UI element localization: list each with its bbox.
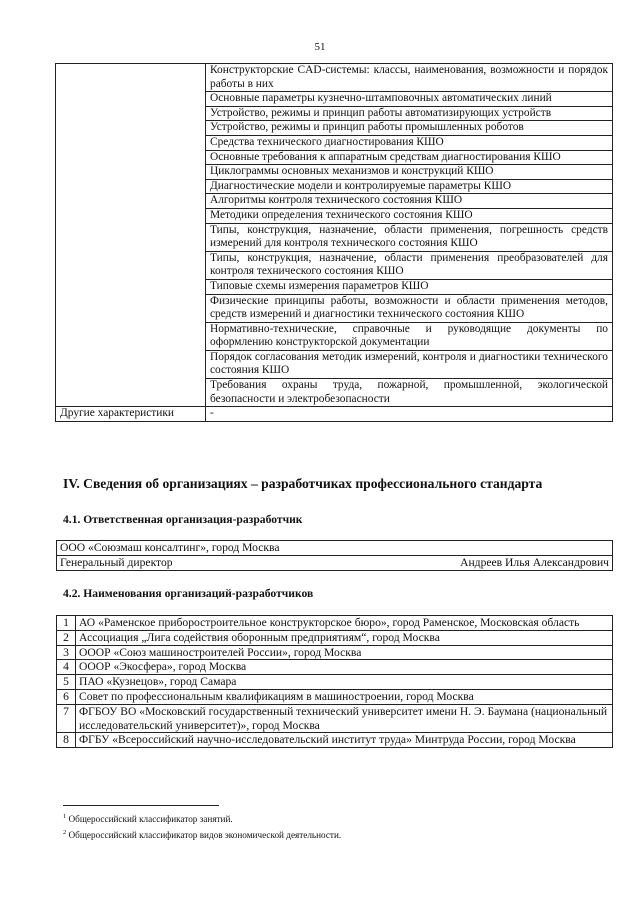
knowledge-item: Конструкторские CAD-системы: классы, наименования, возможности и порядок работы в них [206, 64, 613, 92]
page-number: 51 [314, 41, 326, 53]
knowledge-label-cell [56, 379, 206, 407]
responsible-org-table [56, 540, 613, 571]
developer-org-number: 5 [57, 675, 76, 690]
developer-org-name: ОООР «Союз машиностроителей России», город Москва [76, 645, 613, 660]
other-characteristics-row [56, 407, 613, 422]
knowledge-label-cell [56, 106, 206, 121]
responsible-org-name: ООО «Союзмаш консалтинг», город Москва [57, 541, 613, 556]
footnote-1: $^1$ Общероссийский классификатор занятий. [63, 813, 233, 825]
developer-org-name: АО «Раменское приборостроительное конструкторское бюро», город Раменское, Московская область [76, 616, 613, 631]
knowledge-label-cell [56, 194, 206, 209]
knowledge-item: Методики определения технического состояния КШО [206, 208, 613, 223]
knowledge-label-cell [56, 279, 206, 294]
developer-org-row [57, 733, 613, 748]
developer-org-number: 7 [57, 704, 76, 733]
knowledge-label-cell [56, 179, 206, 194]
section-iv-title: IV. Сведения об организациях – разработчиках профессионального стандарта [63, 476, 543, 491]
knowledge-row [56, 322, 613, 350]
knowledge-item: Устройство, режимы и принцип работы промышленных роботов [206, 121, 613, 136]
knowledge-row [56, 121, 613, 136]
developer-org-row [57, 645, 613, 660]
developer-org-row [57, 660, 613, 675]
developer-org-number: 3 [57, 645, 76, 660]
knowledge-label-cell [56, 223, 206, 251]
developer-org-row [57, 704, 613, 733]
knowledge-item: Нормативно-технические, справочные и руководящие документы по оформлению конструкторской документации [206, 322, 613, 350]
knowledge-item: Типы, конструкция, назначение, области применения, погрешность средств измерений для контроля технического состояния КШО [206, 223, 613, 251]
knowledge-row [56, 279, 613, 294]
knowledge-row [56, 150, 613, 165]
knowledge-row [56, 64, 613, 92]
knowledge-row [56, 251, 613, 279]
knowledge-row [56, 179, 613, 194]
developer-org-number: 8 [57, 733, 76, 748]
knowledge-item: Основные требования к аппаратным средствам диагностирования КШО [206, 150, 613, 165]
knowledge-row [56, 379, 613, 407]
knowledge-row [56, 223, 613, 251]
knowledge-item: Порядок согласования методик измерений, контроля и диагностики технического состояния КШО [206, 350, 613, 378]
knowledge-item: Физические принципы работы, возможности и области применения методов, средств измерений и диагностики технического состояния КШО [206, 294, 613, 322]
developer-org-name: Ассоциация „Лига содействия оборонным предприятиям“, город Москва [76, 630, 613, 645]
knowledge-label-cell [56, 64, 206, 92]
knowledge-label-cell [56, 251, 206, 279]
knowledge-label-cell [56, 350, 206, 378]
knowledge-item: Алгоритмы контроля технического состояния КШО [206, 194, 613, 209]
developer-org-number: 6 [57, 689, 76, 704]
developer-org-name: ОООР «Экосфера», город Москва [76, 660, 613, 675]
knowledge-label-cell [56, 294, 206, 322]
section-41-title: 4.1. Ответственная организация-разработчик [63, 513, 303, 526]
knowledge-label-cell [56, 165, 206, 180]
footnotes [63, 810, 341, 842]
developer-org-row [57, 616, 613, 631]
developer-org-name: ФГБОУ ВО «Московский государственный технический университет имени Н. Э. Баумана (национальный исследовательский университет)», город Москва [76, 704, 613, 733]
other-characteristics-value: - [206, 407, 613, 422]
knowledge-item: Типы, конструкция, назначение, области применения преобразователей для контроля технического состояния КШО [206, 251, 613, 279]
responsible-person: Андреев Илья Александрович [298, 555, 613, 570]
knowledge-label-cell [56, 121, 206, 136]
developer-org-row [57, 689, 613, 704]
developer-orgs-table [56, 615, 613, 748]
other-characteristics-label: Другие характеристики [56, 407, 206, 422]
developer-org-row [57, 630, 613, 645]
section-42-title: 4.2. Наименования организаций-разработчиков [63, 587, 314, 600]
developer-org-name: ПАО «Кузнецов», город Самара [76, 675, 613, 690]
knowledge-row [56, 350, 613, 378]
knowledge-label-cell [56, 150, 206, 165]
developer-org-number: 2 [57, 630, 76, 645]
knowledge-item: Устройство, режимы и принцип работы автоматизирующих устройств [206, 106, 613, 121]
knowledge-label-cell [56, 208, 206, 223]
knowledge-row [56, 194, 613, 209]
footnote-divider [63, 805, 219, 806]
responsible-position: Генеральный директор [57, 555, 298, 570]
knowledge-row [56, 165, 613, 180]
responsible-org-row [57, 541, 613, 556]
responsible-person-row [57, 555, 613, 570]
knowledge-label-cell [56, 135, 206, 150]
developer-org-row [57, 675, 613, 690]
knowledge-label-cell [56, 92, 206, 107]
knowledge-row [56, 135, 613, 150]
knowledge-row [56, 294, 613, 322]
knowledge-item: Основные параметры кузнечно-штамповочных автоматических линий [206, 92, 613, 107]
knowledge-row [56, 106, 613, 121]
knowledge-row [56, 92, 613, 107]
developer-org-number: 1 [57, 616, 76, 631]
footnote-2: $^2$ Общероссийский классификатор видов экономической деятельности. [63, 829, 342, 841]
developer-org-name: Совет по профессиональным квалификациям в машиностроении, город Москва [76, 689, 613, 704]
knowledge-item: Требования охраны труда, пожарной, промышленной, экологической безопасности и электробезопасности [206, 379, 613, 407]
knowledge-table [55, 63, 613, 422]
knowledge-item: Диагностические модели и контролируемые параметры КШО [206, 179, 613, 194]
knowledge-label-cell [56, 322, 206, 350]
knowledge-row [56, 208, 613, 223]
developer-org-name: ФГБУ «Всероссийский научно-исследовательский институт труда» Минтруда России, город Москва [76, 733, 613, 748]
knowledge-item: Средства технического диагностирования КШО [206, 135, 613, 150]
developer-org-number: 4 [57, 660, 76, 675]
knowledge-item: Циклограммы основных механизмов и конструкций КШО [206, 165, 613, 180]
knowledge-item: Типовые схемы измерения параметров КШО [206, 279, 613, 294]
